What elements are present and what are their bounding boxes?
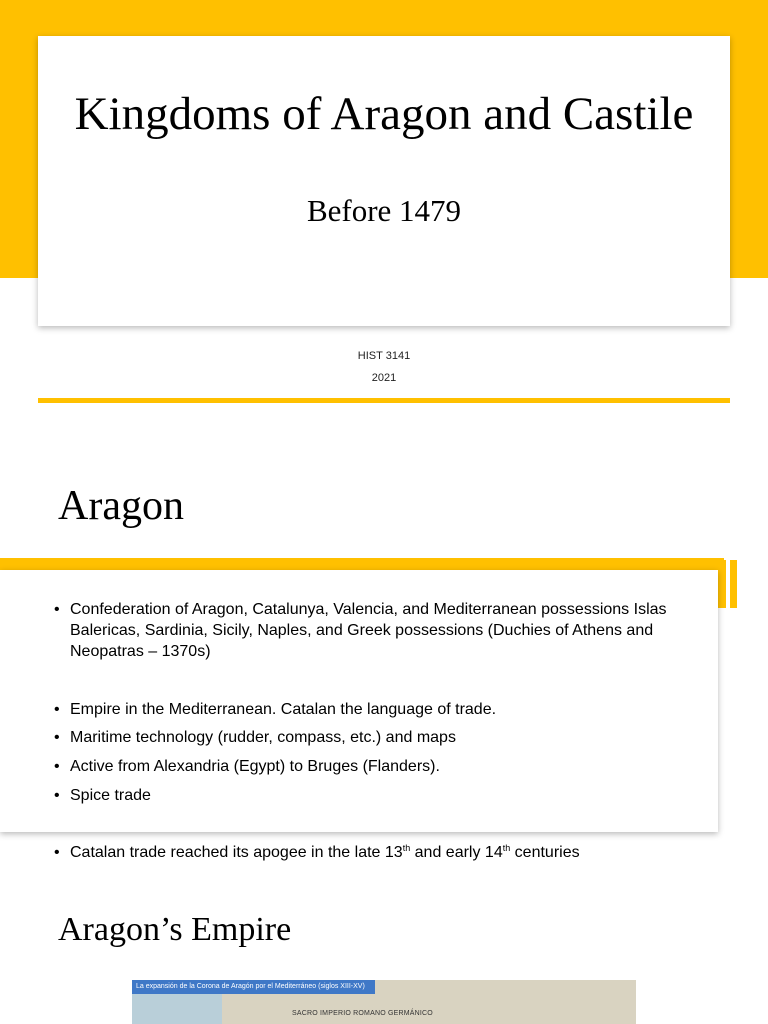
title-slide: [0, 0, 768, 420]
bullet-item: [54, 842, 700, 863]
map-image: [132, 980, 636, 1024]
bullet-text: Maritime technology (rudder, compass, etc.) and maps: [70, 729, 456, 746]
bullet-item: [54, 727, 700, 748]
bullet-dot: •: [54, 601, 60, 618]
bullet-item: [54, 756, 700, 777]
accent-rule: [38, 398, 730, 403]
accent-stripe: [730, 560, 737, 608]
ordinal-suffix: th: [402, 843, 411, 853]
bullet-text: Spice trade: [70, 787, 151, 804]
bullet-text: Empire in the Mediterranean. Catalan the language of trade.: [70, 701, 497, 718]
bullet-item: [54, 699, 700, 720]
ordinal-suffix: th: [502, 843, 511, 853]
slide-heading: Aragon: [58, 483, 184, 529]
map-sea-area: [132, 994, 222, 1024]
bullet-text-part: Catalan trade reached its apogee in the late 13: [70, 844, 403, 861]
bullet-dot: •: [54, 758, 60, 775]
bullet-dot: •: [54, 701, 60, 718]
slide-subtitle: Before 1479: [306, 193, 462, 228]
bullet-item: [54, 599, 700, 662]
bullet-dot: •: [54, 729, 60, 746]
bullet-text-part: and early 14: [410, 844, 503, 861]
bullet-item: [54, 785, 700, 806]
bullet-text-part: centuries: [510, 844, 580, 861]
slide-heading: Aragon’s Empire: [58, 911, 292, 948]
bullet-text: Confederation of Aragon, Catalunya, Valencia, and Mediterranean possessions Islas Balericas, Sardinia, Sicily, Naples, and Greek possessions (Duchies of Athens and Neopatras – 1370s): [70, 601, 667, 660]
bullet-text: Active from Alexandria (Egypt) to Bruges (Flanders).: [70, 758, 440, 775]
bullet-dot: •: [54, 787, 60, 804]
bullet-dot: •: [54, 844, 60, 861]
map-caption: La expansión de la Corona de Aragón por el Mediterráneo (siglos XIII-XV): [132, 980, 375, 994]
course-year: 2021: [371, 372, 397, 384]
title-card: [38, 36, 730, 326]
slide-title: Kingdoms of Aragon and Castile: [74, 88, 694, 140]
map-region-label: SACRO IMPERIO ROMANO GERMÁNICO: [292, 1010, 433, 1017]
accent-stripe: [718, 560, 726, 608]
course-code: HIST 3141: [357, 350, 411, 362]
empire-slide: [0, 890, 768, 1024]
aragon-slide: [0, 430, 768, 890]
